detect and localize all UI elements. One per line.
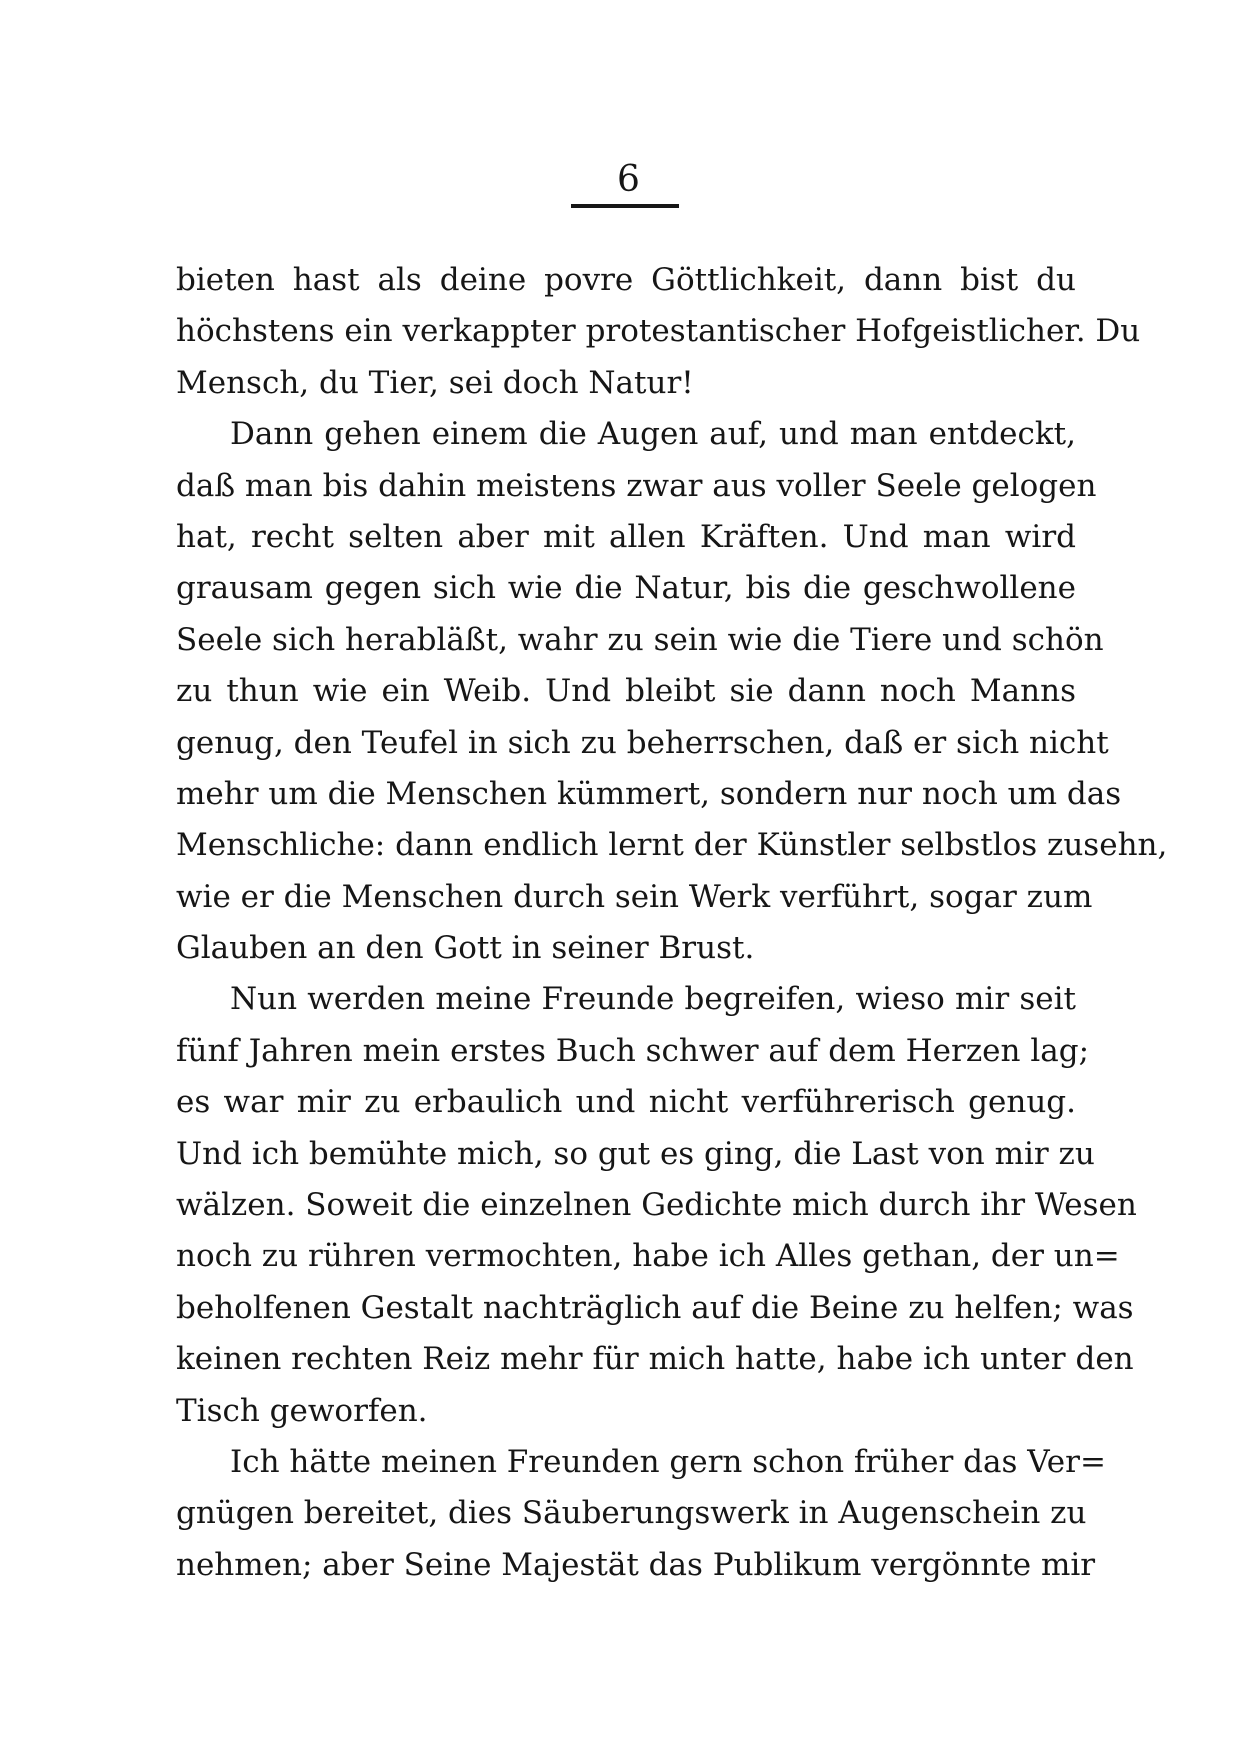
text-line: noch zu rühren vermochten, habe ich Alles gethan, der un= bbox=[176, 1238, 1120, 1275]
text-line: daß man bis dahin meistens zwar aus voller Seele gelogen bbox=[176, 467, 1097, 504]
text-line: mehr um die Menschen kümmert, sondern nur noch um das bbox=[176, 775, 1122, 812]
text-line: höchstens ein verkappter protestantischer Hofgeistlicher. Du bbox=[176, 313, 1141, 350]
page-number-rule bbox=[571, 204, 679, 208]
text-line: fünf Jahren mein erstes Buch schwer auf dem Herzen lag; bbox=[176, 1032, 1090, 1069]
text-line: Tisch geworfen. bbox=[176, 1392, 428, 1429]
text-line: keinen rechten Reiz mehr für mich hatte, habe ich unter den bbox=[176, 1341, 1134, 1378]
text-line: grausam gegen sich wie die Natur, bis die geschwollene bbox=[176, 570, 1076, 607]
text-line: Und ich bemühte mich, so gut es ging, die Last von mir zu bbox=[176, 1135, 1095, 1172]
text-line: Menschliche: dann endlich lernt der Künstler selbstlos zusehn, bbox=[176, 827, 1168, 864]
body-text bbox=[176, 255, 1168, 1591]
text-line: gnügen bereitet, dies Säuberungswerk in Augenschein zu bbox=[176, 1495, 1087, 1532]
text-line: nehmen; aber Seine Majestät das Publikum vergönnte mir bbox=[176, 1546, 1096, 1583]
text-line: genug, den Teufel in sich zu beherrschen, daß er sich nicht bbox=[176, 724, 1109, 761]
text-line: wälzen. Soweit die einzelnen Gedichte mich durch ihr Wesen bbox=[176, 1187, 1137, 1224]
text-line: Ich hätte meinen Freunden gern schon früher das Ver= bbox=[230, 1443, 1106, 1480]
text-line: Dann gehen einem die Augen auf, und man entdeckt, bbox=[230, 416, 1076, 453]
text-line: Nun werden meine Freunde begreifen, wieso mir seit bbox=[230, 981, 1076, 1018]
text-line: Seele sich herabläßt, wahr zu sein wie die Tiere und schön bbox=[176, 621, 1104, 658]
text-line: wie er die Menschen durch sein Werk verführt, sogar zum bbox=[176, 878, 1093, 915]
text-line: beholfenen Gestalt nachträglich auf die Beine zu helfen; was bbox=[176, 1289, 1134, 1326]
text-line: Glauben an den Gott in seiner Brust. bbox=[176, 930, 755, 967]
text-line: bieten hast als deine povre Göttlichkeit, dann bist du bbox=[176, 262, 1076, 298]
text-line: zu thun wie ein Weib. Und bleibt sie dann noch Manns bbox=[176, 673, 1076, 710]
text-line: hat, recht selten aber mit allen Kräften. Und man wird bbox=[176, 518, 1076, 555]
page-number: 6 bbox=[617, 159, 640, 200]
text-line: es war mir zu erbaulich und nicht verführerisch genug. bbox=[176, 1084, 1076, 1121]
text-line: Mensch, du Tier, sei doch Natur! bbox=[176, 364, 694, 401]
